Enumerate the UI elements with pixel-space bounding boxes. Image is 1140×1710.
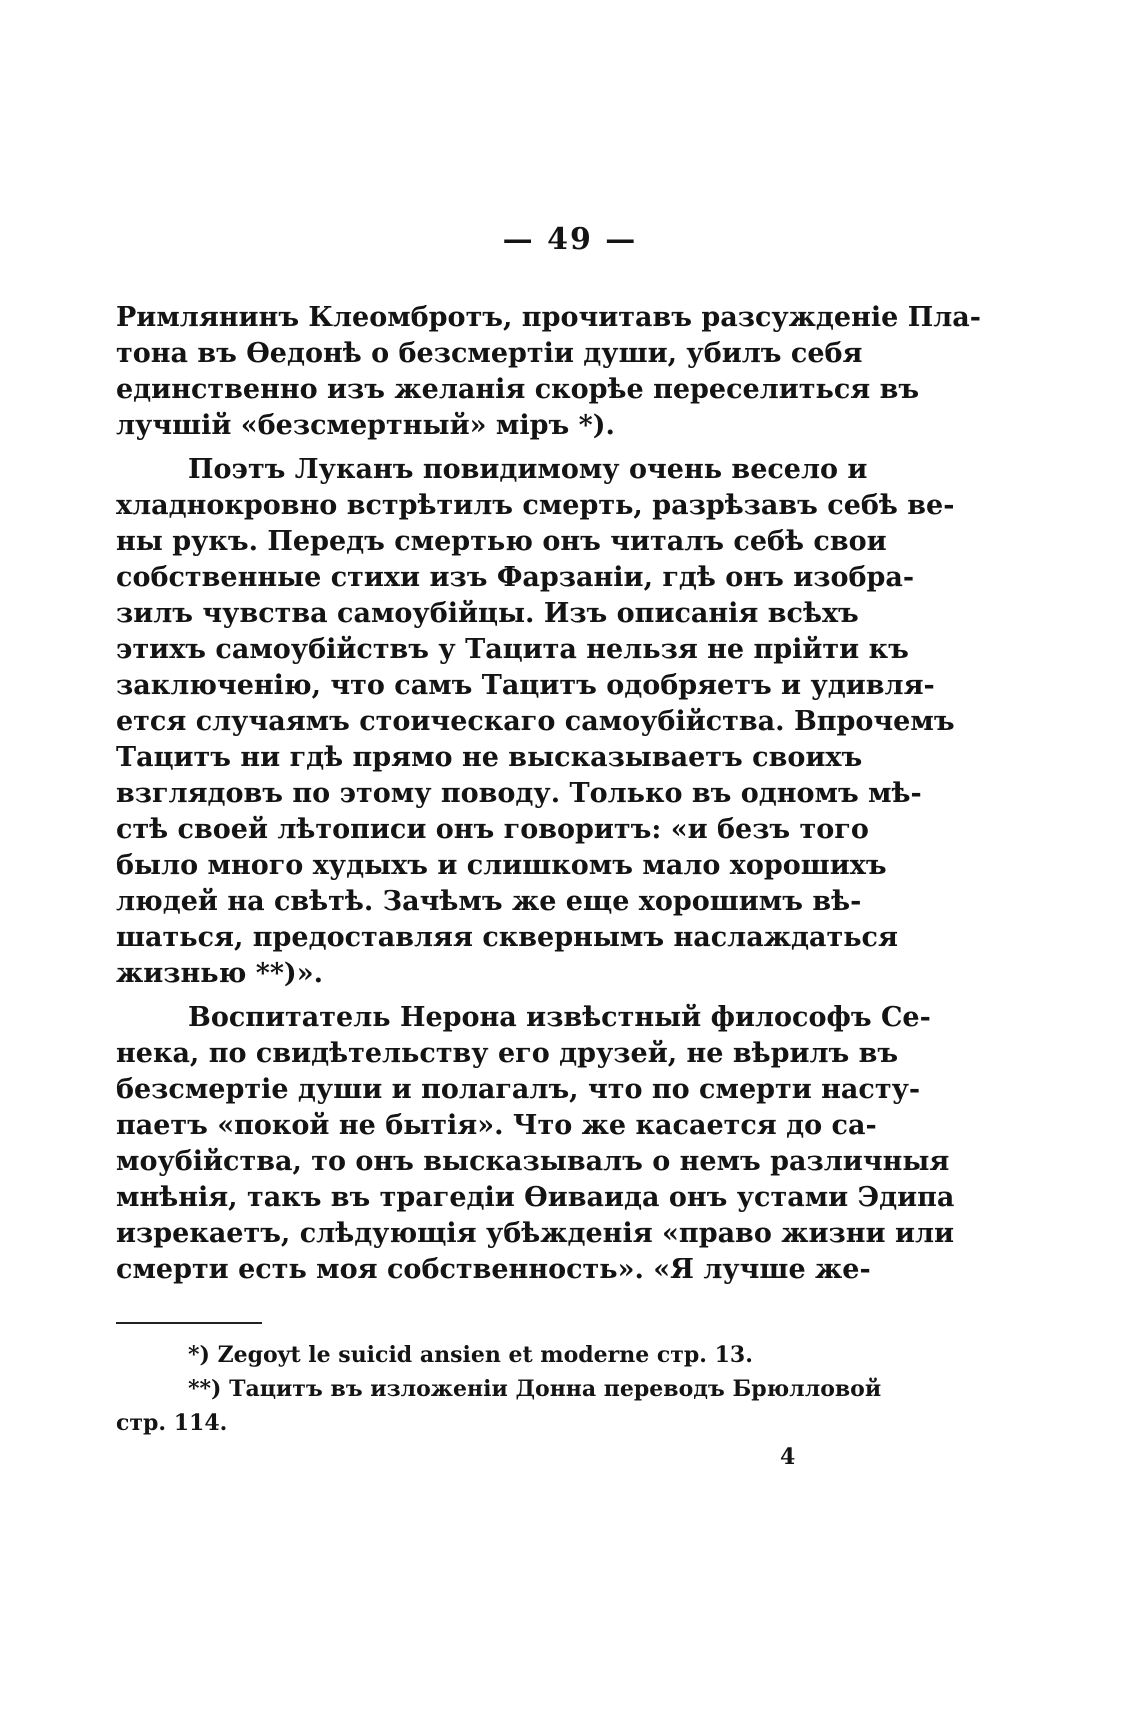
- text-line: хладнокровно встрѣтилъ смерть, разрѣзавъ себѣ ве-: [116, 490, 955, 521]
- text-line: заключенію, что самъ Тацитъ одобряетъ и удивля-: [116, 670, 935, 701]
- text-line: Тацитъ ни гдѣ прямо не высказываетъ своихъ: [116, 742, 863, 773]
- footnotes: [116, 1338, 882, 1440]
- text-line: моубійства, то онъ высказывалъ о немъ различныя: [116, 1146, 950, 1177]
- text-line: собственные стихи изъ Фарзаніи, гдѣ онъ изобра-: [116, 562, 915, 593]
- text-line: стѣ своей лѣтописи онъ говоритъ: «и безъ того: [116, 814, 869, 845]
- text-line: взглядовъ по этому поводу. Только въ одномъ мѣ-: [116, 778, 922, 809]
- text-line: шаться, предоставляя сквернымъ наслаждаться: [116, 922, 898, 953]
- text-line: людей на свѣтѣ. Зачѣмъ же еще хорошимъ вѣ-: [116, 886, 862, 917]
- text-line: Поэтъ Луканъ повидимому очень весело и: [188, 454, 868, 485]
- text-line: паетъ «покой не бытія». Что же касается до са-: [116, 1110, 877, 1141]
- text-line: ны рукъ. Передъ смертью онъ читалъ себѣ свои: [116, 526, 887, 557]
- text-line: единственно изъ желанія скорѣе переселиться въ: [116, 374, 920, 405]
- text-line: ется случаямъ стоическаго самоубійства. Впрочемъ: [116, 706, 955, 737]
- text-line: Воспитатель Нерона извѣстный философъ Се-: [188, 1002, 931, 1033]
- text-line: лучшій «безсмертный» міръ *).: [116, 410, 615, 441]
- text-line: безсмертіе души и полагалъ, что по смерти насту-: [116, 1074, 921, 1105]
- text-line: изрекаетъ, слѣдующія убѣжденія «право жизни или: [116, 1218, 955, 1249]
- text-line: тона въ Өедонѣ о безсмертіи души, убилъ себя: [116, 338, 863, 369]
- text-line: нека, по свидѣтельству его друзей, не вѣрилъ въ: [116, 1038, 899, 1069]
- footnote-line: *) Zegoyt le suicid ansien et moderne стр. 13.: [188, 1342, 753, 1368]
- main-text: [116, 300, 981, 1288]
- text-line: зилъ чувства самоубійцы. Изъ описанія всѣхъ: [116, 598, 859, 629]
- text-line: жизнью **)».: [116, 958, 323, 989]
- text-line: было много худыхъ и слишкомъ мало хорошихъ: [116, 850, 887, 881]
- text-line: смерти есть моя собственность». «Я лучше же-: [116, 1254, 871, 1285]
- footnote-divider: [116, 1322, 262, 1324]
- text-line: этихъ самоубійствъ у Тацита нельзя не прійти къ: [116, 634, 909, 665]
- text-line: Римлянинъ Клеомбротъ, прочитавъ разсужденіе Пла-: [116, 302, 981, 333]
- page-number: — 49 —: [502, 222, 638, 257]
- text-line: мнѣнія, такъ въ трагедіи Өиваида онъ устами Эдипа: [116, 1182, 955, 1213]
- footnote-line: стр. 114.: [116, 1410, 228, 1436]
- footnote-line: **) Тацитъ въ изложеніи Донна переводъ Брюлловой: [188, 1376, 882, 1402]
- signature-mark: 4: [780, 1444, 796, 1470]
